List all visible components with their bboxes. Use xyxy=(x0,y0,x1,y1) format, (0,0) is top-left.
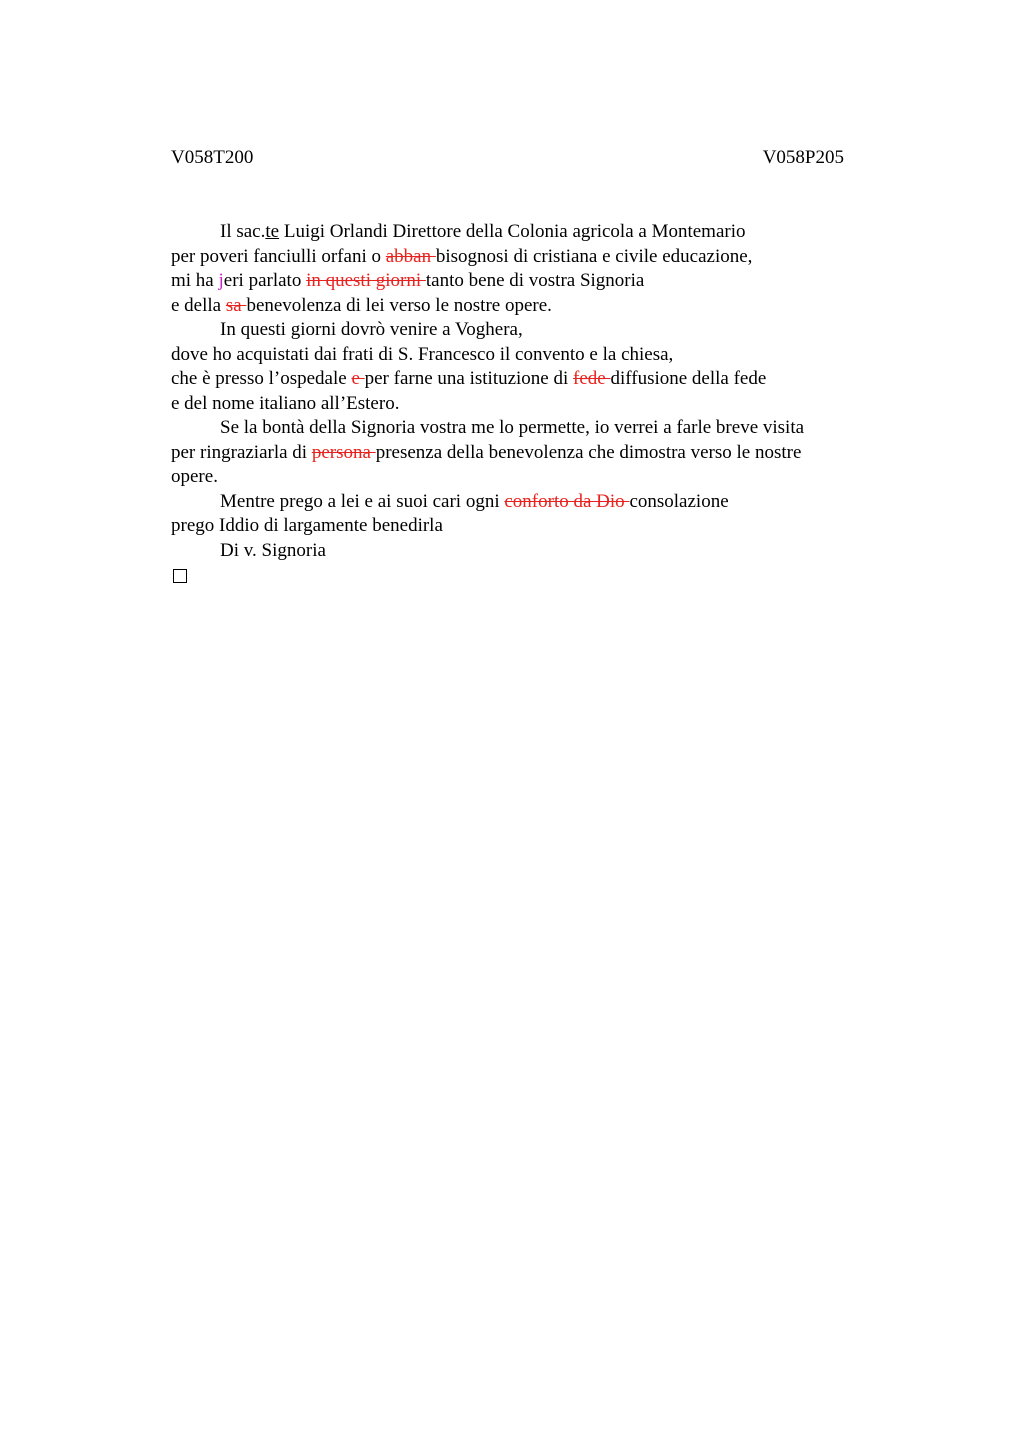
document-code-right: V058P205 xyxy=(762,147,844,168)
letter-line xyxy=(171,416,871,441)
text-run: eri parlato xyxy=(223,270,307,291)
text-run: benevolenza di lei verso le nostre opere. xyxy=(246,294,552,316)
text-run: prego Iddio di largamente benedirla xyxy=(171,515,443,536)
letter-line xyxy=(171,392,871,417)
letter-line xyxy=(171,514,871,539)
square-placeholder-icon xyxy=(173,569,187,583)
text-run: presenza della benevolenza che dimostra verso le nostre xyxy=(375,441,802,463)
letter-line xyxy=(171,465,871,490)
text-run: dove ho acquistati dai frati di S. Francesco il convento e la chiesa, xyxy=(171,343,674,365)
deleted-text: conforto da Dio xyxy=(504,490,630,512)
text-run: diffusione della fede xyxy=(610,368,767,389)
inserted-text: j xyxy=(218,270,224,291)
deleted-text: sa xyxy=(225,294,247,316)
text-run: mi ha xyxy=(171,270,219,291)
text-run: tanto bene di vostra Signoria xyxy=(425,270,645,291)
deleted-text: persona xyxy=(311,441,376,463)
deleted-text: e xyxy=(351,368,365,389)
document-code-left: V058T200 xyxy=(171,147,254,168)
text-run: e del nome italiano all’Estero. xyxy=(171,392,400,414)
deleted-text: in questi giorni xyxy=(306,270,426,291)
closing-salutation: Di v. Signoria xyxy=(220,539,326,561)
text-run: e della xyxy=(171,294,226,316)
letter-line xyxy=(171,563,871,588)
text-run: bisognosi di cristiana e civile educazione, xyxy=(435,245,753,267)
letter-line xyxy=(171,269,871,294)
letter-line xyxy=(171,318,871,343)
text-run: che è presso l’ospedale xyxy=(171,368,352,389)
letter-line xyxy=(171,294,871,319)
letter-line xyxy=(171,343,871,368)
text-run: per ringraziarla di xyxy=(171,441,312,463)
letter-line xyxy=(171,220,871,245)
deleted-text: fede xyxy=(573,368,611,389)
letter-body xyxy=(171,220,871,588)
text-run: Mentre prego a lei e ai suoi cari ogni xyxy=(220,490,505,512)
text-run: In questi giorni dovrò venire a Voghera, xyxy=(220,319,523,340)
letter-line xyxy=(171,441,871,466)
text-run: Il sac. xyxy=(220,221,266,242)
letter-line xyxy=(171,245,871,270)
deleted-text: abban xyxy=(385,245,436,267)
text-run: consolazione xyxy=(629,490,729,512)
text-run: opere. xyxy=(171,466,218,487)
text-run: per farne una istituzione di xyxy=(364,368,574,389)
abbreviation-underlined: te xyxy=(265,221,280,242)
letter-line xyxy=(171,539,871,564)
text-run: Luigi Orlandi Direttore della Colonia agricola a Montemario xyxy=(279,221,746,242)
letter-line xyxy=(171,490,871,515)
letter-line xyxy=(171,367,871,392)
text-run: Se la bontà della Signoria vostra me lo permette, io verrei a farle breve visita xyxy=(220,417,805,438)
text-run: per poveri fanciulli orfani o xyxy=(171,245,386,267)
page-header xyxy=(171,146,844,170)
